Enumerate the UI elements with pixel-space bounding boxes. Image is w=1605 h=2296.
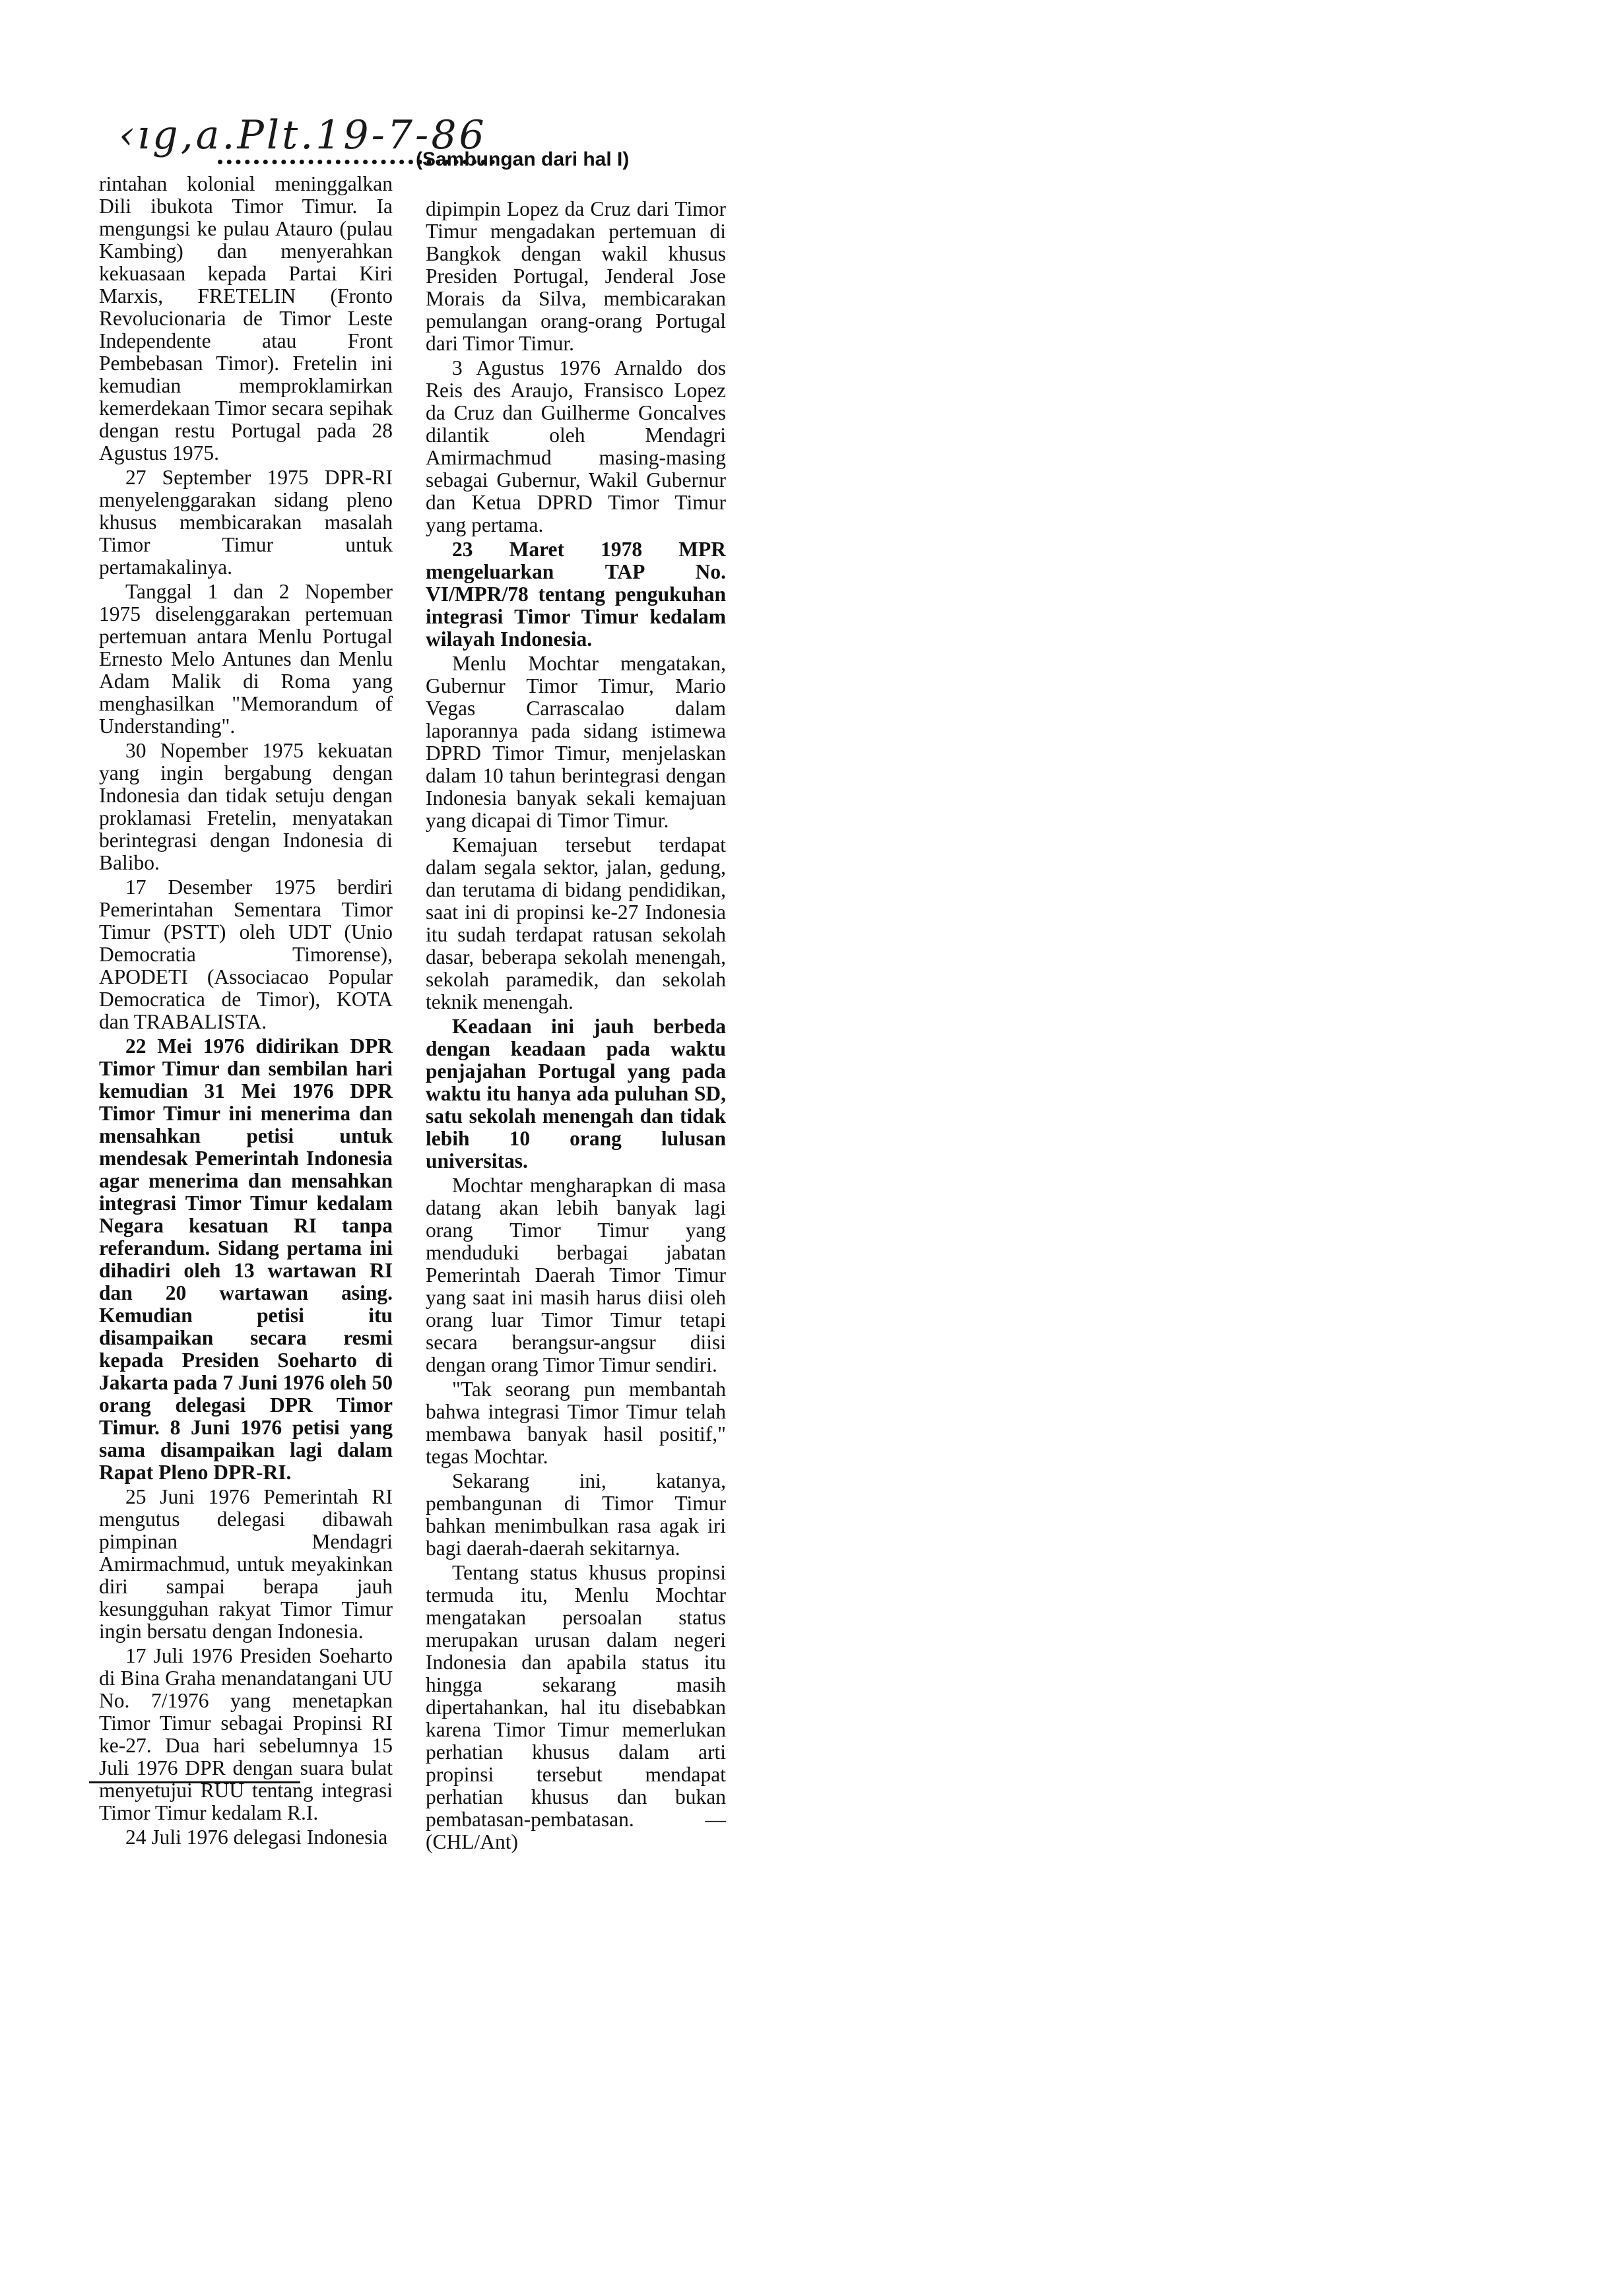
paragraph: 17 Desember 1975 berdiri Pemerintahan Sementara Timor Timur (PSTT) oleh UDT (Unio Democratia Timorense), APODETI (Associacao Popular Democratica de Timor), KOTA dan TRABALISTA. (99, 876, 393, 1033)
handwritten-date-note: ‹ıg,a.Plt.19-7-86 (119, 112, 487, 158)
paragraph: 17 Juli 1976 Presiden Soeharto di Bina Graha menandatangani UU No. 7/1976 yang menetapkan Timor Timur sebagai Propinsi RI ke-27. Dua hari sebelumnya 15 Juli 1976 DPR dengan suara bulat menyetujui RUU tentang integrasi Timor Timur kedalam R.I. (99, 1644, 393, 1824)
paragraph: 30 Nopember 1975 kekuatan yang ingin bergabung dengan Indonesia dan tidak setuju dengan proklamasi Fretelin, menyatakan berintegrasi dengan Indonesia di Balibo. (99, 739, 393, 874)
paragraph: 22 Mei 1976 didirikan DPR Timor Timur dan sembilan hari kemudian 31 Mei 1976 DPR Timor Timur ini menerima dan mensahkan petisi untuk mendesak Pemerintah Indonesia agar menerima dan mensahkan integrasi Timor Timur kedalam Negara kesatuan RI tanpa referandum. Sidang pertama ini dihadiri oleh 13 wartawan RI dan 20 wartawan asing. Kemudian petisi itu disampaikan secara resmi kepada Presiden Soeharto di Jakarta pada 7 Juni 1976 oleh 50 orang delegasi DPR Timor Timur. 8 Juni 1976 petisi yang sama disampaikan lagi dalam Rapat Pleno DPR-RI. (99, 1035, 393, 1484)
article-column-1 (99, 173, 393, 1851)
paragraph: rintahan kolonial meninggalkan Dili ibukota Timor Timur. Ia mengungsi ke pulau Atauro (pulau Kambing) dan menyerahkan kekuasaan kepada Partai Kiri Marxis, FRETELIN (Fronto Revolucionaria de Timor Leste Independente atau Front Pembebasan Timor). Fretelin ini kemudian memproklamirkan kemerdekaan Timor secara sepihak dengan restu Portugal pada 28 Agustus 1975. (99, 172, 393, 464)
paragraph: 23 Maret 1978 MPR mengeluarkan TAP No. VI/MPR/78 tentang pengukuhan integrasi Timor Timur kedalam wilayah Indonesia. (426, 538, 726, 651)
paragraph: 3 Agustus 1976 Arnaldo dos Reis des Araujo, Fransisco Lopez da Cruz dan Guilherme Goncalves dilantik oleh Mendagri Amirmachmud masing-masing sebagai Gubernur, Wakil Gubernur dan Ketua DPRD Timor Timur yang pertama. (426, 356, 726, 536)
paragraph: Sekarang ini, katanya, pembangunan di Timor Timur bahkan menimbulkan rasa agak iri bagi daerah-daerah sekitarnya. (426, 1469, 726, 1560)
continuation-label: (Sambungan dari hal I) (416, 148, 630, 170)
paragraph: 27 September 1975 DPR-RI menyelenggarakan sidang pleno khusus membicarakan masalah Timor Timur untuk pertamakalinya. (99, 466, 393, 579)
paragraph: 24 Juli 1976 delegasi Indonesia (125, 1826, 388, 1849)
paragraph: dipimpin Lopez da Cruz dari Timor Timur mengadakan pertemuan di Bangkok dengan wakil khusus Presiden Portugal, Jenderal Jose Morais da Silva, membicarakan pemulangan orang-orang Portugal dari Timor Timur. (426, 197, 726, 355)
paragraph: Tentang status khusus propinsi termuda itu, Menlu Mochtar mengatakan persoalan status merupakan urusan dalam negeri Indonesia dan apabila status itu hingga sekarang masih dipertahankan, hal itu disebabkan karena Timor Timur memerlukan perhatian khusus dalam arti propinsi tersebut mendapat perhatian khusus dan bukan pembatasan-pembatasan. — (CHL/Ant) (426, 1561, 726, 1853)
article-column-2 (426, 198, 726, 1855)
paragraph: Menlu Mochtar mengatakan, Gubernur Timor Timur, Mario Vegas Carrascalao dalam laporannya pada sidang istimewa DPRD Timor Timur, menjelaskan dalam 10 tahun berintegrasi dengan Indonesia banyak sekali kemajuan yang dicapai di Timor Timur. (426, 652, 726, 832)
column-end-rule (89, 1781, 300, 1783)
paragraph: "Tak seorang pun membantah bahwa integrasi Timor Timur telah membawa banyak hasil positif," tegas Mochtar. (426, 1378, 726, 1468)
paragraph: Tanggal 1 dan 2 Nopember 1975 diselenggarakan pertemuan pertemuan antara Menlu Portugal Ernesto Melo Antunes dan Menlu Adam Malik di Roma yang menghasilkan "Memorandum of Understanding". (99, 580, 393, 738)
paragraph: 25 Juni 1976 Pemerintah RI mengutus delegasi dibawah pimpinan Mendagri Amirmachmud, untuk meyakinkan diri sampai berapa jauh kesungguhan rakyat Timor Timur ingin bersatu dengan Indonesia. (99, 1485, 393, 1643)
paragraph: Keadaan ini jauh berbeda dengan keadaan pada waktu penjajahan Portugal yang pada waktu itu hanya ada puluhan SD, satu sekolah menengah dan tidak lebih 10 orang lulusan universitas. (426, 1015, 726, 1172)
paragraph: Kemajuan tersebut terdapat dalam segala sektor, jalan, gedung, dan terutama di bidang pendidikan, saat ini di propinsi ke-27 Indonesia itu sudah terdapat ratusan sekolah dasar, beberapa sekolah menengah, sekolah paramedik, dan sekolah teknik menengah. (426, 833, 726, 1013)
paragraph: Mochtar mengharapkan di masa datang akan lebih banyak lagi orang Timor Timur yang menduduki berbagai jabatan Pemerintah Daerah Timor Timur yang saat ini masih harus diisi oleh orang luar Timor Timur tetapi secara berangsur-angsur diisi dengan orang Timor Timur sendiri. (426, 1174, 726, 1376)
